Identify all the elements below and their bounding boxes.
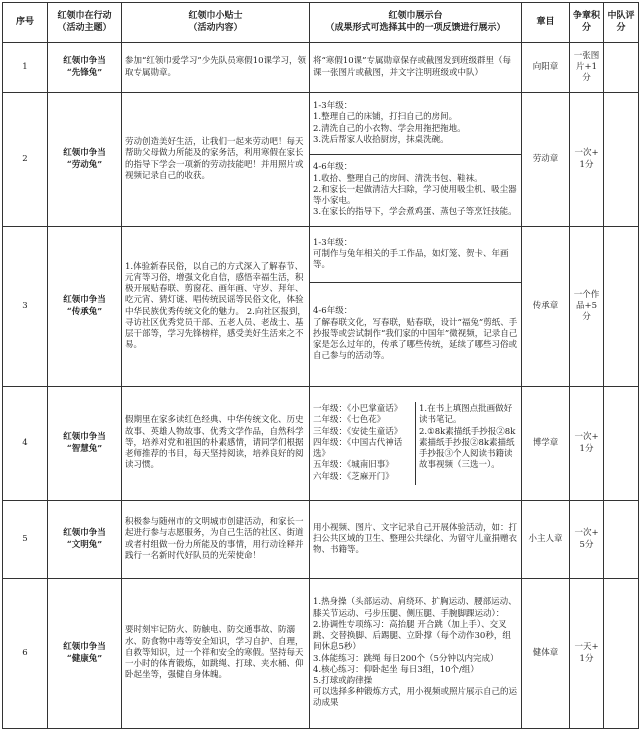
- row-show: 1.热身操（头部运动、肩绕环、扩胸运动、腰部运动、膝关节运动、弓步压腿、侧压腿、手腕脚踝运动）： 2.协调性专项练习：高抬腿 开合跳（加上手）、交叉跳、交替换脚、后踢腿、立卧撑（每个动作30秒，组间休息5秒） 3.体能练习：跳绳 每日200个（5分钟以内完成） 4.核心练习：仰卧起坐 每日3组，10个/组） 5.打球或韵律操 可以选择多种锻炼方式，用小视频或照片展示自己的运动成果: [310, 579, 522, 729]
- header-badge: 章目: [522, 3, 570, 43]
- row-score: 一个作品+5分: [570, 227, 604, 387]
- row-badge: 健体章: [522, 579, 570, 729]
- book-tasks: [416, 402, 522, 485]
- row-show-grade1: 1-3年级： 1.整理自己的床铺，打扫自己的房间。 2.清洗自己的小衣物、学会用拖把拖地。 3.洗后帮家人收拾厨房，抹桌洗碗。: [310, 93, 522, 155]
- row-no: 6: [3, 579, 48, 729]
- row-show: 用小视频、图片、文字记录自己开展体验活动，如：打扫公共区域的卫生、整理公共绿化、为留守儿童捐赠衣物、书籍等。: [310, 501, 522, 579]
- list-item: 四年级：《中国古代神话选》: [313, 437, 403, 460]
- table-row: [3, 387, 639, 501]
- row-theme: 红领巾争当 “智慧兔”: [48, 387, 122, 501]
- row-eval[interactable]: [604, 93, 639, 227]
- row-score: 一次+5分: [570, 501, 604, 579]
- row-eval[interactable]: [604, 43, 639, 93]
- row-tips: 参加“红领巾爱学习”少先队员寒假10课学习，领取专属勋章。: [122, 43, 310, 93]
- row-score: 一天+1分: [570, 579, 604, 729]
- row-tips: 1.体验新春民俗，以自己的方式深入了解春节、元宵等习俗，增强文化自信，感悟幸福生活，积极开展贴春联、剪窗花、画年画、守岁、拜年、吃元宵、猜灯谜、唱传统民谣等民俗文化，体验中华民族优秀传统文化的魅力。 2.向社区报到，寻访社区优秀党员干部、五老人员、老战士、基层干部等，学习先锋榜样，感受美好生活来之不易。: [122, 227, 310, 387]
- row-tips: 劳动创造美好生活，让我们一起来劳动吧！每天帮助父母做力所能及的家务活，利用寒假在家长的指导下学会一项新的劳动技能吧！并用照片或视频记录自己的收获。: [122, 93, 310, 227]
- row-badge: 传承章: [522, 227, 570, 387]
- row-show: 将“寒假10课”专属勋章保存或截图发到班级群里（每课一张图片或截图，并文字注明班级或中队）: [310, 43, 522, 93]
- table-row: [3, 43, 639, 93]
- row-eval[interactable]: [604, 501, 639, 579]
- row-show-books: [310, 387, 522, 501]
- header-show: 红领巾展示台 （成果形式可选择其中的一项反馈进行展示）: [310, 3, 522, 43]
- row-no: 4: [3, 387, 48, 501]
- row-show-grade2: 4-6年级： 1.收拾、整理自己的房间、清洗书包、鞋袜。 2.和家长一起做清洁大扫除，学习使用吸尘机、吸尘器等小家电。 3.在家长的指导下，学会煮鸡蛋、蒸包子等烹饪技能。: [310, 155, 522, 227]
- row-no: 3: [3, 227, 48, 387]
- row-eval[interactable]: [604, 227, 639, 387]
- row-theme: 红领巾争当 “先锋兔”: [48, 43, 122, 93]
- header-score: 争章积分: [570, 3, 604, 43]
- table-row: [3, 579, 639, 729]
- row-score: 一次+1分: [570, 93, 604, 227]
- row-eval[interactable]: [604, 387, 639, 501]
- row-show-grade2: 4-6年级： 了解春联文化，写春联，贴春联，设计“福兔”剪纸、手抄报等或尝试制作“我们家的中国年”微视频，记录自己家是怎么过年的，传承了哪些传统，延续了哪些习俗或自己参与的活动等。: [310, 283, 522, 387]
- row-tips: 假期里在家多读红色经典、中华传统文化、历史故事、英雄人物故事、优秀文学作品，自然科学等，培养对党和祖国的朴素感情，请同学们根据老师推荐的书目，每天坚持阅读，培养良好的阅读习惯。: [122, 387, 310, 501]
- list-item: 六年级：《芝麻开门》: [313, 471, 394, 482]
- header-theme: 红领巾在行动 （活动主题）: [48, 3, 122, 43]
- list-item: 2.①8k素描纸手抄报②8k素描纸手抄报②8k素描纸手抄报③个人阅读书籍读故事视频（三选一）。: [419, 426, 516, 471]
- row-eval[interactable]: [604, 579, 639, 729]
- list-item: 五年级：《城南旧事》: [313, 460, 394, 471]
- table-row: [3, 501, 639, 579]
- row-tips: 要时刻牢记防火、防触电、防交通事故、防溺水、防食物中毒等安全知识，学习自护、自理，自救等知识，过一个祥和安全的寒假。坚持每天一小时的体育锻炼，如跳绳、打球、夹水桶、仰卧起坐等，强健自身体魄。: [122, 579, 310, 729]
- book-list: [310, 402, 416, 485]
- row-theme: 红领巾争当 “传承兔”: [48, 227, 122, 387]
- row-tips: 积极参与随州市的文明城市创建活动，和家长一起进行参与志愿服务，为自己生活的社区、街道或者村组做一份力所能及的事情，用行动诠释并践行一名新时代好队员的光荣使命！: [122, 501, 310, 579]
- list-item: 三年级：《安徒生童话》: [313, 426, 403, 437]
- table-row: [3, 227, 639, 283]
- row-no: 2: [3, 93, 48, 227]
- row-score: 一次+1分: [570, 387, 604, 501]
- header-row: [3, 3, 639, 43]
- row-score: 一张图片+1分: [570, 43, 604, 93]
- row-no: 1: [3, 43, 48, 93]
- row-badge: 向阳章: [522, 43, 570, 93]
- row-show-grade1: 1-3年级： 可制作与兔年相关的手工作品，如灯笼、贺卡、年画等。: [310, 227, 522, 283]
- row-no: 5: [3, 501, 48, 579]
- header-tips: 红领巾小贴士 （活动内容）: [122, 3, 310, 43]
- activity-table: [2, 2, 639, 729]
- row-badge: 博学章: [522, 387, 570, 501]
- table-row: [3, 93, 639, 155]
- row-theme: 红领巾争当 “文明兔”: [48, 501, 122, 579]
- row-badge: 劳动章: [522, 93, 570, 227]
- header-no: 序号: [3, 3, 48, 43]
- row-theme: 红领巾争当 “劳动兔”: [48, 93, 122, 227]
- row-badge: 小主人章: [522, 501, 570, 579]
- list-item: 二年级：《七色花》: [313, 415, 386, 426]
- row-theme: 红领巾争当 “健康兔”: [48, 579, 122, 729]
- header-eval: 中队评分: [604, 3, 639, 43]
- list-item: 一年级：《小巴掌童话》: [313, 404, 403, 415]
- list-item: 1.在书上填图点批画做好读书笔记。: [419, 404, 513, 426]
